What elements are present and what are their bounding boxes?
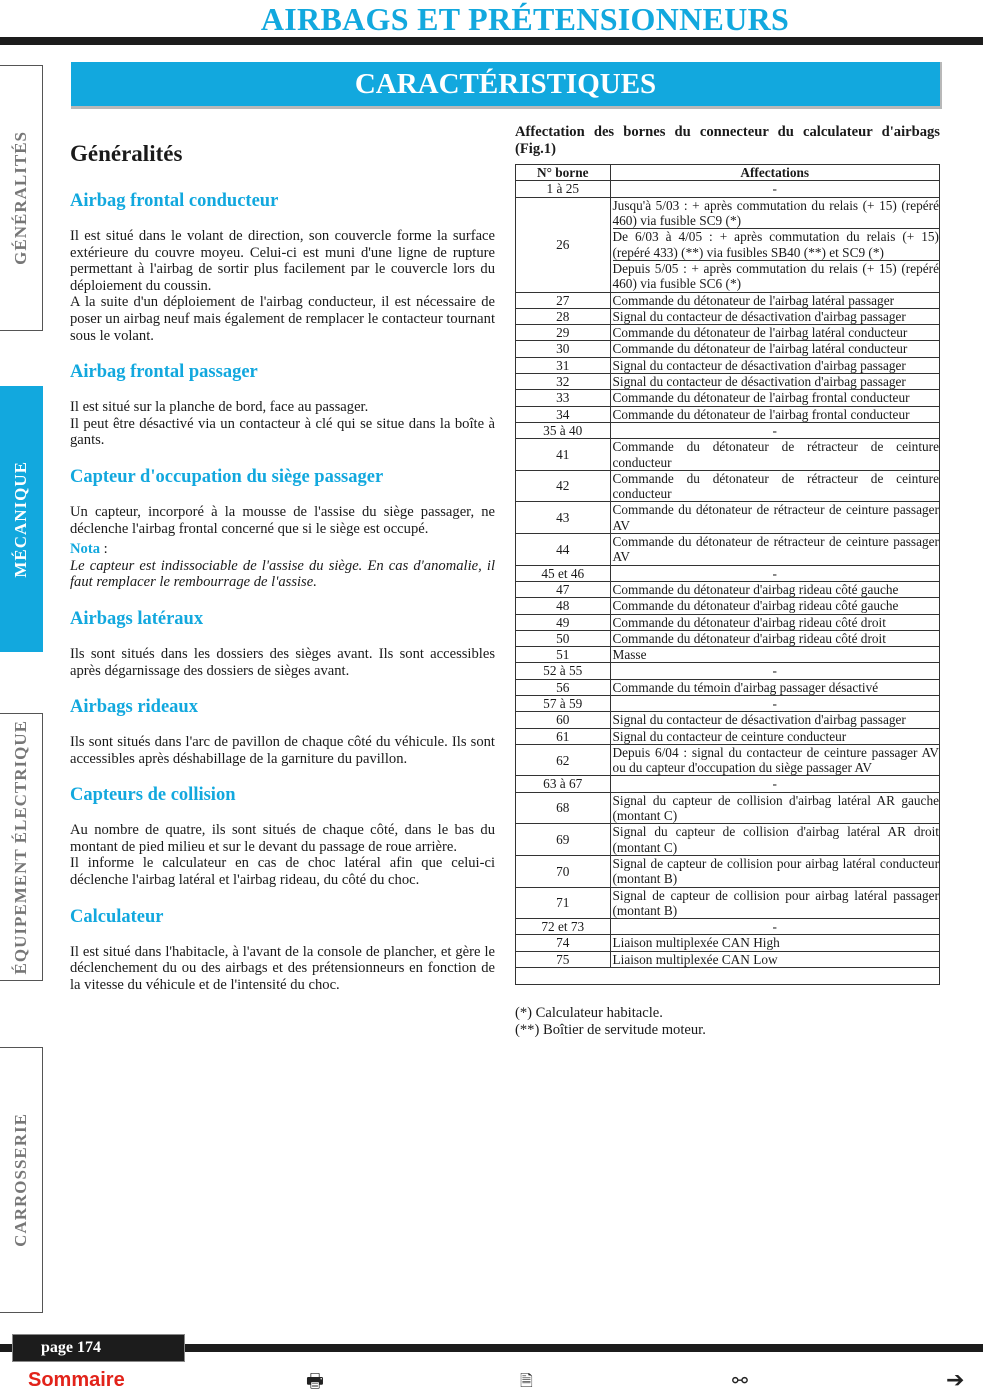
pin-affectation: -	[610, 663, 939, 679]
nota-label: Nota	[70, 541, 100, 558]
pin-number: 33	[516, 390, 610, 406]
pin-affectation: Commande du détonateur de rétracteur de ceinture passager AV	[610, 534, 939, 566]
table-row	[516, 390, 939, 406]
pin-number: 1 à 25	[516, 181, 610, 197]
pin-affectation: Commande du détonateur de rétracteur de ceinture conducteur	[610, 439, 939, 471]
pin-affectation: Liaison multiplexée CAN Low	[610, 951, 939, 967]
table-row	[516, 792, 939, 824]
table-row	[516, 744, 939, 776]
paragraph: Il peut être désactivé via un contacteur à clé qui se situe dans la boîte à gants.	[70, 415, 495, 449]
table-row	[516, 824, 939, 856]
pin-affectation: Signal du capteur de collision d'airbag latéral AR gauche (montant C)	[610, 792, 939, 824]
table-row	[516, 325, 939, 341]
pin-affectation: Commande du détonateur d'airbag rideau côté gauche	[610, 598, 939, 614]
pin-number: 45 et 46	[516, 565, 610, 581]
table-row	[516, 887, 939, 919]
table-row	[516, 341, 939, 357]
pin-number: 49	[516, 614, 610, 630]
pin-affectation: Commande du détonateur de rétracteur de ceinture passager AV	[610, 502, 939, 534]
pin-number: 34	[516, 406, 610, 422]
pin-affectation-variant: Jusqu'à 5/03 : + après commutation du relais (+ 15) (repéré 460) via fusible SC9 (*)	[612, 197, 939, 229]
pin-number: 44	[516, 534, 610, 566]
pin-number: 57 à 59	[516, 695, 610, 711]
table-row	[516, 776, 939, 792]
pin-number: 70	[516, 855, 610, 887]
table-row	[516, 614, 939, 630]
paragraph: Au nombre de quatre, ils sont situés de chaque côté, dans le bas du montant de pied milieu et sur le devant du passage de roue arrière.	[70, 822, 495, 855]
table-row	[516, 855, 939, 887]
paragraph: Il est situé dans le volant de direction, son couvercle forme la surface extérieure du couvre moyeu. Celui-ci est muni d'une ligne de rupture permettant à l'airbag de sortir plus facilement par le couvercle lors du déploiement du coussin.	[70, 228, 495, 294]
table-row	[516, 663, 939, 679]
pin-number: 60	[516, 712, 610, 728]
pin-affectation: Commande du détonateur d'airbag rideau côté droit	[610, 630, 939, 646]
pin-table-box	[515, 164, 940, 985]
generalites-heading: Généralités	[70, 141, 183, 166]
pin-affectation: -	[610, 695, 939, 711]
table-row	[516, 581, 939, 597]
pin-number: 68	[516, 792, 610, 824]
table-row	[516, 919, 939, 935]
pin-affectation: Signal du contacteur de désactivation d'airbag passager	[610, 374, 939, 390]
pin-number: 50	[516, 630, 610, 646]
pin-affectation: Depuis 6/04 : signal du contacteur de ceinture passager AV ou du capteur d'occupation du siège passager AV	[610, 744, 939, 776]
pin-affectation: Commande du détonateur de l'airbag latéral passager	[610, 292, 939, 308]
pin-number: 63 à 67	[516, 776, 610, 792]
table-row	[516, 502, 939, 534]
pin-number: 27	[516, 292, 610, 308]
table-row	[516, 439, 939, 471]
pin-affectation: Commande du détonateur de l'airbag frontal conducteur	[610, 406, 939, 422]
pin-number: 31	[516, 357, 610, 373]
connector-table-column	[515, 124, 940, 1038]
pin-number: 72 et 73	[516, 919, 610, 935]
paragraph: Ils sont situés dans les dossiers des sièges avant. Ils sont accessibles après dégarnissage des dossiers de sièges avant.	[70, 645, 495, 679]
paragraph: Il informe le calculateur en cas de choc latéral afin que celui-ci déclenche l'airbag latéral et l'airbag rideau, du côté du choc.	[70, 855, 495, 889]
zoom-page-icon[interactable]: 🗎	[520, 1371, 533, 1390]
header-rule	[0, 37, 983, 45]
side-tab-label: MÉCANIQUE	[11, 460, 30, 578]
footnote: (**) Boîtier de servitude moteur.	[515, 1021, 706, 1038]
table-row	[516, 630, 939, 646]
nota	[70, 541, 495, 558]
pin-number: 29	[516, 325, 610, 341]
sommaire-link[interactable]: Sommaire	[28, 1369, 125, 1391]
pin-affectation: -	[610, 919, 939, 935]
section-title: Capteur d'occupation du siège passager	[70, 466, 384, 487]
footnote: (*) Calculateur habitacle.	[515, 1005, 663, 1022]
section-title: Calculateur	[70, 906, 164, 927]
table-row	[516, 470, 939, 502]
table-row	[516, 598, 939, 614]
binoculars-icon[interactable]: ⚯	[732, 1370, 748, 1392]
pin-affectation: Commande du témoin d'airbag passager désactivé	[610, 679, 939, 695]
paragraph: Il est situé dans l'habitacle, à l'avant de la console de plancher, et gère le déclenchement du ou des airbags et des prétensionneurs en fonction de la vitesse du véhicule et de l'intensité du choc.	[70, 943, 495, 993]
pin-affectation	[610, 197, 939, 292]
printer-icon[interactable]: 🖶	[306, 1370, 324, 1392]
table-row	[516, 728, 939, 744]
pin-number: 52 à 55	[516, 663, 610, 679]
table-row	[516, 647, 939, 663]
pin-affectation: Signal de capteur de collision pour airbag latéral conducteur (montant B)	[610, 855, 939, 887]
table-row	[516, 374, 939, 390]
side-tab-carrosserie[interactable]	[0, 1047, 43, 1313]
column-header-num: N° borne	[516, 165, 610, 181]
pin-number: 56	[516, 679, 610, 695]
table-row	[516, 695, 939, 711]
pin-number: 41	[516, 439, 610, 471]
pin-affectation: -	[610, 422, 939, 438]
footnotes	[515, 1005, 940, 1038]
pin-number: 69	[516, 824, 610, 856]
pin-table	[516, 165, 939, 968]
column-header-affectations: Affectations	[610, 165, 939, 181]
table-row	[516, 357, 939, 373]
pin-number: 75	[516, 951, 610, 967]
pin-number: 48	[516, 598, 610, 614]
section-title: Capteurs de collision	[70, 785, 236, 806]
side-tab-mecanique[interactable]	[0, 386, 43, 652]
pin-affectation: -	[610, 776, 939, 792]
table-row	[516, 197, 939, 292]
side-tab-equipement-electrique[interactable]	[0, 713, 43, 981]
section-title: Airbag frontal passager	[70, 362, 258, 383]
table-title: Affectation des bornes du connecteur du calculateur d'airbags (Fig.1)	[515, 124, 940, 157]
page-number: page 174	[12, 1334, 185, 1362]
pin-affectation: Commande du détonateur de l'airbag latéral conducteur	[610, 341, 939, 357]
paragraph: Ils sont situés dans l'arc de pavillon de chaque côté du véhicule. Ils sont accessibles après déshabillage de la garniture du pavillon.	[70, 734, 495, 767]
pin-affectation: Signal du contacteur de désactivation d'airbag passager	[610, 308, 939, 324]
pin-affectation-variant: Depuis 5/05 : + après commutation du relais (+ 15) (repéré 460) via fusible SC6 (*)	[612, 260, 939, 292]
section-title: Airbags rideaux	[70, 697, 198, 718]
pin-number: 30	[516, 341, 610, 357]
table-row	[516, 935, 939, 951]
pin-affectation: Liaison multiplexée CAN High	[610, 935, 939, 951]
table-row	[516, 422, 939, 438]
side-tab-label: CARROSSERIE	[11, 1113, 30, 1247]
paragraph: Il est situé sur la planche de bord, face au passager.	[70, 399, 369, 416]
nota-text: Le capteur est indissociable de l'assise du siège. En cas d'anomalie, il faut remplacer le rembourrage de l'assise.	[70, 557, 495, 591]
table-row	[516, 534, 939, 566]
pin-affectation: Masse	[610, 647, 939, 663]
table-row	[516, 951, 939, 967]
section-banner: CARACTÉRISTIQUES	[71, 62, 942, 109]
side-tab-label: GÉNÉRALITÉS	[11, 131, 30, 265]
paragraph: Un capteur, incorporé à la mousse de l'assise du siège passager, ne déclenche l'airbag frontal concerné que si le siège est occupé.	[70, 503, 495, 537]
table-row	[516, 565, 939, 581]
pin-number: 61	[516, 728, 610, 744]
pin-affectation: -	[610, 181, 939, 197]
pin-number: 35 à 40	[516, 422, 610, 438]
side-tab-label: ÉQUIPEMENT ÉLECTRIQUE	[11, 719, 30, 975]
table-row	[516, 308, 939, 324]
pin-affectation: Signal du capteur de collision d'airbag latéral AR droit (montant C)	[610, 824, 939, 856]
table-row	[516, 292, 939, 308]
pin-table-body	[516, 181, 939, 968]
pin-number: 71	[516, 887, 610, 919]
pin-affectation: Commande du détonateur de l'airbag latéral conducteur	[610, 325, 939, 341]
table-row	[516, 712, 939, 728]
pin-affectation: -	[610, 565, 939, 581]
pin-number: 42	[516, 470, 610, 502]
pin-affectation: Commande du détonateur d'airbag rideau côté gauche	[610, 581, 939, 597]
page-title: AIRBAGS ET PRÉTENSIONNEURS	[260, 1, 790, 37]
next-arrow-icon[interactable]: ➔	[946, 1368, 965, 1393]
table-row	[516, 406, 939, 422]
pin-number: 51	[516, 647, 610, 663]
table-header-row	[516, 165, 939, 181]
pin-number: 26	[516, 197, 610, 292]
generalites-column	[70, 140, 495, 1010]
section-title: Airbags latéraux	[70, 608, 204, 629]
pin-affectation: Signal du contacteur de désactivation d'airbag passager	[610, 712, 939, 728]
pin-affectation-variant: De 6/03 à 4/05 : + après commutation du relais (+ 15) (repéré 433) (**) via fusibles SB40 (**) et SC9 (*)	[612, 229, 939, 260]
paragraph: A la suite d'un déploiement de l'airbag conducteur, il est nécessaire de poser un airbag neuf mais également de remplacer le contacteur tournant sous le volant.	[70, 294, 495, 344]
table-row	[516, 181, 939, 197]
pin-number: 32	[516, 374, 610, 390]
pin-affectation: Signal du contacteur de désactivation d'airbag passager	[610, 357, 939, 373]
table-row	[516, 679, 939, 695]
pin-affectation: Commande du détonateur de l'airbag frontal conducteur	[610, 390, 939, 406]
pin-number: 74	[516, 935, 610, 951]
pin-affectation: Signal de capteur de collision pour airbag latéral passager (montant B)	[610, 887, 939, 919]
section-title: Airbag frontal conducteur	[70, 191, 279, 211]
pin-affectation: Commande du détonateur de rétracteur de ceinture conducteur	[610, 470, 939, 502]
pin-number: 43	[516, 502, 610, 534]
pin-affectation: Commande du détonateur d'airbag rideau côté droit	[610, 614, 939, 630]
pin-affectation: Signal du contacteur de ceinture conducteur	[610, 728, 939, 744]
pin-number: 62	[516, 744, 610, 776]
pin-number: 47	[516, 581, 610, 597]
pin-number: 28	[516, 308, 610, 324]
nota-separator: :	[100, 541, 108, 558]
side-tab-generalites[interactable]	[0, 65, 43, 331]
